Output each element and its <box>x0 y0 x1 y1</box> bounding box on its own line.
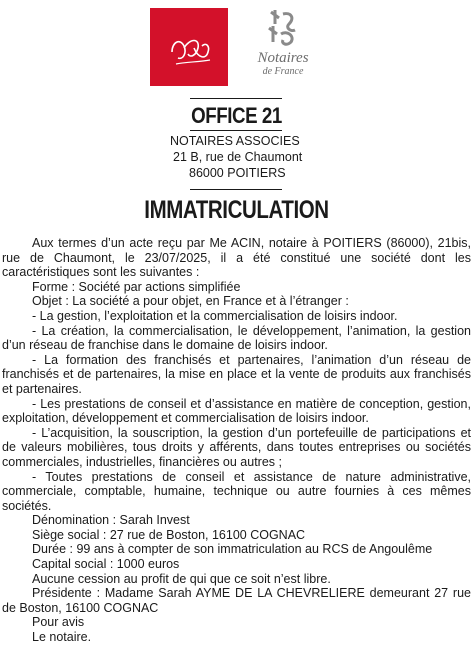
address-line: NOTAIRES ASSOCIES <box>170 134 300 148</box>
address-line: 86000 POITIERS <box>189 166 286 180</box>
notice-paragraph: Objet : La société a pour objet, en France et à l’étranger : <box>32 294 349 309</box>
notice-title: IMMATRICULATION <box>144 196 329 224</box>
office-address <box>150 133 350 181</box>
notice-paragraph: Aucune cession au profit de qui que ce soit n’est libre. <box>32 571 331 586</box>
notice-paragraph: Siège social : 27 rue de Boston, 16100 COGNAC <box>32 527 306 542</box>
notice-paragraph: - La gestion, l’exploitation et la commercialisation de loisirs indoor. <box>32 308 398 323</box>
logo-text-notaires: Notaires <box>257 50 309 66</box>
notaires-emblem-icon <box>261 8 305 48</box>
notice-paragraph: - Toutes prestations de conseil et assistance de nature administrative, commerciale, comptable, humaine, technique ou autre fournies à ces mêmes sociétés. <box>2 469 471 513</box>
logo-text-de-france: de France <box>262 66 304 77</box>
address-line: 21 B, rue de Chaumont <box>173 150 303 164</box>
divider-top <box>190 98 282 99</box>
office-title: OFFICE 21 <box>191 103 282 128</box>
notice-paragraph: Le notaire. <box>32 630 92 645</box>
notice-paragraph: Capital social : 1000 euros <box>32 557 180 572</box>
notice-paragraph: Aux termes d’un acte reçu par Me ACIN, notaire à POITIERS (86000), 21bis, rue de Chaumont, le 23/07/2025, il a été constitué une société dont les caractéristiques sont les suivantes : <box>2 236 471 280</box>
notice-paragraph: - Les prestations de conseil et d’assistance en matière de conception, gestion, exploitation, développement et commercialisation de loisirs indoor. <box>2 396 471 426</box>
divider-office <box>190 130 282 131</box>
notice-paragraph: Dénomination : Sarah Invest <box>32 513 190 528</box>
notice-body <box>2 236 471 645</box>
notaires-de-france-logo <box>238 8 328 88</box>
notice-paragraph: Présidente : Madame Sarah AYME DE LA CHEVRELIERE demeurant 27 rue de Boston, 16100 COGNAC <box>2 586 471 615</box>
notice-paragraph: Pour avis <box>32 615 85 630</box>
divider-title <box>190 189 282 190</box>
notice-paragraph: - La création, la commercialisation, le développement, l’animation, la gestion d’un réseau de franchise dans le domaine de loisirs indoor. <box>2 323 471 353</box>
notice-paragraph: Durée : 99 ans à compter de son immatriculation au RCS de Angoulême <box>32 542 433 557</box>
notaires-red-logo <box>150 8 228 86</box>
notice-paragraph: - La formation des franchisés et partenaires, l’animation d’un réseau de franchisés et de partenaires, la mise en place et la vente de produits aux franchisés et partenaires. <box>2 352 471 396</box>
monogram-icon <box>150 8 228 86</box>
notice-paragraph: - L’acquisition, la souscription, la gestion d’un portefeuille de participations et de valeurs mobilières, tous droits y afférents, dans toutes entreprises ou sociétés commerciales, industrielles, financières ou autres ; <box>2 425 471 469</box>
notice-paragraph: Forme : Société par actions simplifiée <box>32 279 241 294</box>
